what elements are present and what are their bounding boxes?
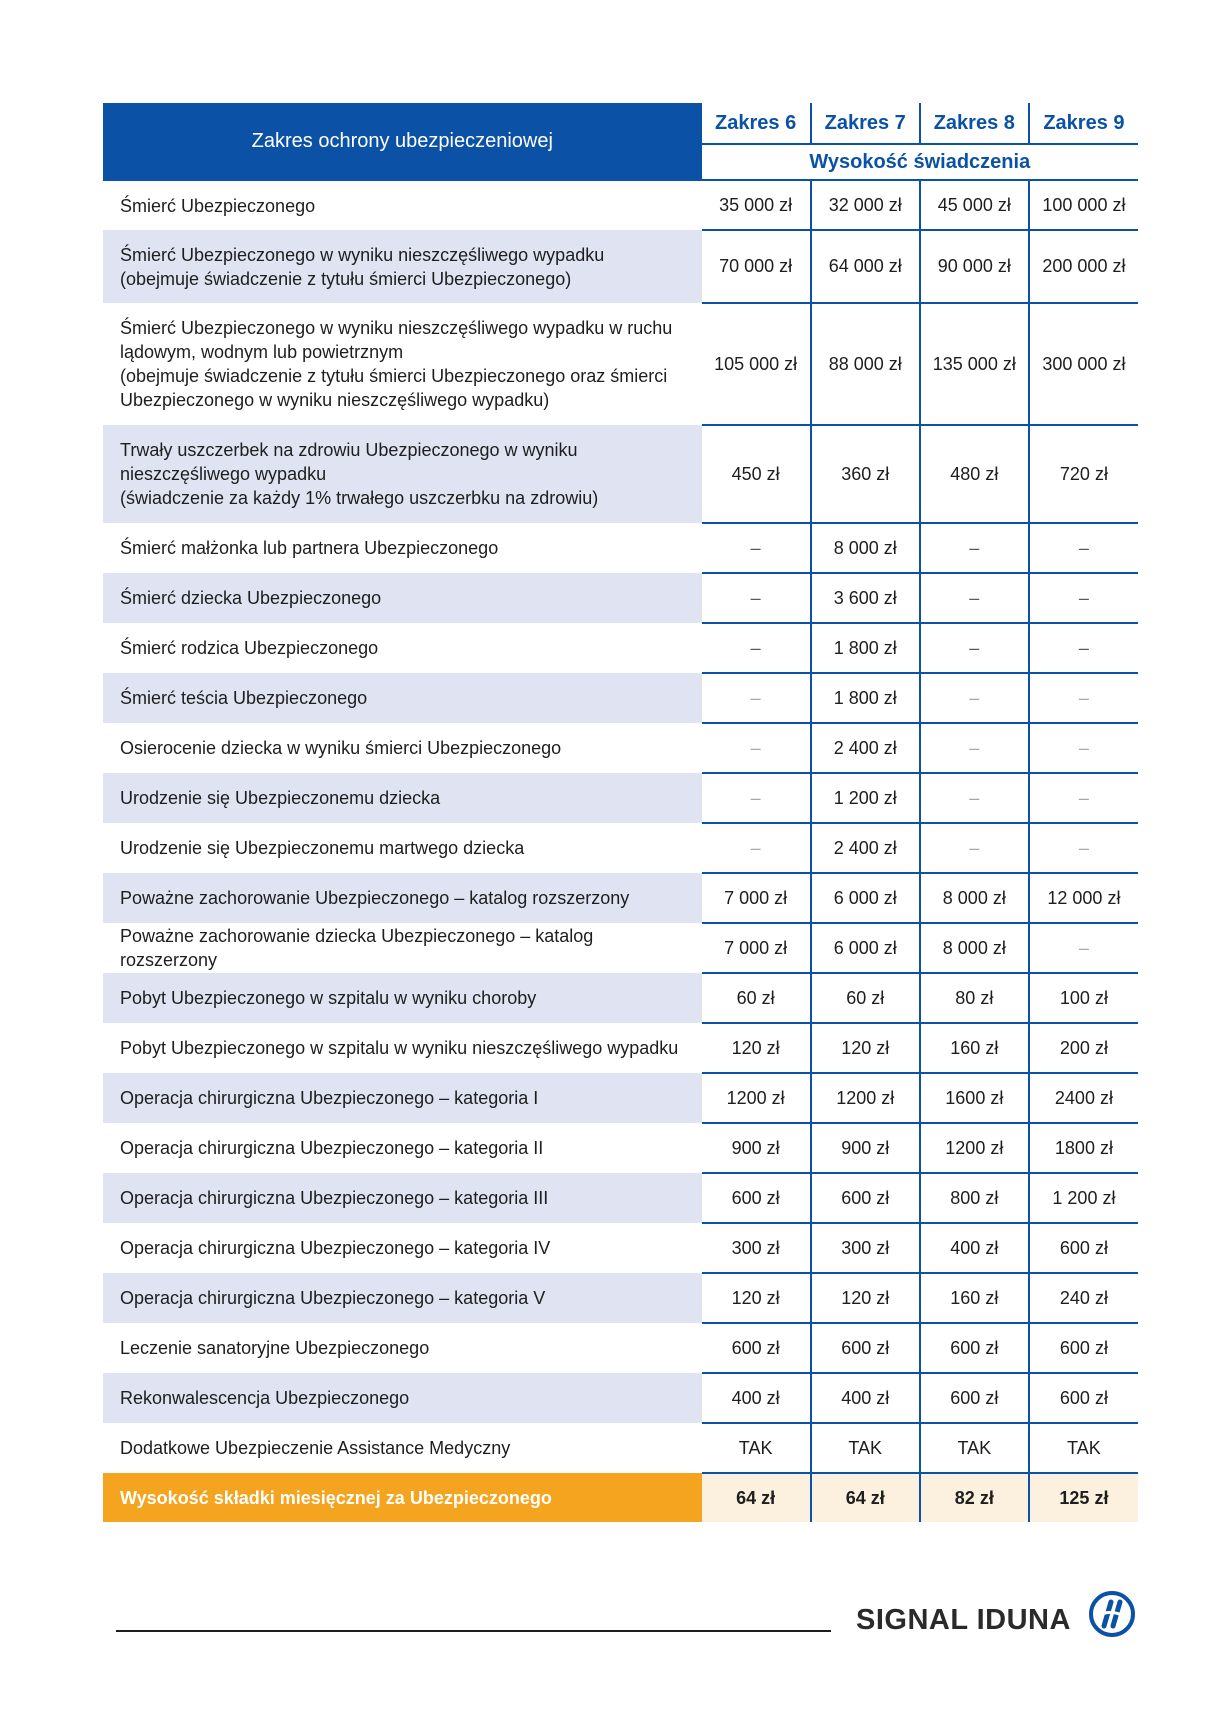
benefit-value-zakres-6: 450 zł	[702, 425, 811, 523]
benefit-value-zakres-7: 400 zł	[811, 1373, 920, 1423]
benefit-value-zakres-9: 1800 zł	[1029, 1123, 1138, 1173]
benefit-value-zakres-8: 90 000 zł	[920, 230, 1029, 303]
table-row	[103, 873, 1138, 923]
benefit-value-zakres-7: 2 400 zł	[811, 723, 920, 773]
benefit-value-zakres-8: 600 zł	[920, 1323, 1029, 1373]
benefit-value-zakres-7: 600 zł	[811, 1173, 920, 1223]
coverage-label: Operacja chirurgiczna Ubezpieczonego – kategoria I	[103, 1073, 702, 1123]
plan-header-8: Zakres 8	[920, 103, 1029, 144]
table-row	[103, 303, 1138, 425]
table-row	[103, 1223, 1138, 1273]
benefit-value-zakres-7: 1 200 zł	[811, 773, 920, 823]
table-row	[103, 1023, 1138, 1073]
benefit-value-zakres-7: 1 800 zł	[811, 623, 920, 673]
benefit-value-zakres-9: 2400 zł	[1029, 1073, 1138, 1123]
benefit-value-zakres-6: –	[702, 823, 811, 873]
benefit-value-zakres-9: 1 200 zł	[1029, 1173, 1138, 1223]
table-row	[103, 1073, 1138, 1123]
benefit-value-zakres-9: –	[1029, 923, 1138, 973]
benefit-value-zakres-9: 200 zł	[1029, 1023, 1138, 1073]
benefit-value-zakres-8: 160 zł	[920, 1023, 1029, 1073]
benefit-value-zakres-6: 120 zł	[702, 1273, 811, 1323]
benefit-value-zakres-9: –	[1029, 723, 1138, 773]
benefit-value-zakres-6: 300 zł	[702, 1223, 811, 1273]
coverage-table-wrapper	[103, 103, 1138, 1522]
benefit-value-zakres-7: 6 000 zł	[811, 923, 920, 973]
benefit-value-zakres-8: 80 zł	[920, 973, 1029, 1023]
benefit-value-zakres-9: –	[1029, 623, 1138, 673]
coverage-label: Poważne zachorowanie Ubezpieczonego – katalog rozszerzony	[103, 873, 702, 923]
benefit-value-zakres-9: TAK	[1029, 1423, 1138, 1473]
coverage-label: Pobyt Ubezpieczonego w szpitalu w wyniku choroby	[103, 973, 702, 1023]
table-row	[103, 1423, 1138, 1473]
benefit-value-zakres-9: 300 000 zł	[1029, 303, 1138, 425]
benefit-value-zakres-9: 600 zł	[1029, 1373, 1138, 1423]
premium-value-zakres-9: 125 zł	[1029, 1473, 1138, 1522]
benefit-value-zakres-8: 8 000 zł	[920, 873, 1029, 923]
table-row	[103, 973, 1138, 1023]
benefit-value-zakres-7: 64 000 zł	[811, 230, 920, 303]
benefit-value-zakres-6: –	[702, 723, 811, 773]
benefit-value-zakres-6: 1200 zł	[702, 1073, 811, 1123]
benefit-value-zakres-8: 1200 zł	[920, 1123, 1029, 1173]
benefit-value-zakres-6: 35 000 zł	[702, 180, 811, 230]
benefit-value-zakres-7: 300 zł	[811, 1223, 920, 1273]
benefit-value-zakres-9: 720 zł	[1029, 425, 1138, 523]
signal-iduna-logo-icon	[1088, 1590, 1136, 1638]
benefit-value-zakres-9: –	[1029, 673, 1138, 723]
coverage-label: Poważne zachorowanie dziecka Ubezpieczonego – katalog rozszerzony	[120, 926, 594, 970]
benefit-amount-header: Wysokość świadczenia	[702, 144, 1138, 180]
table-row	[103, 425, 1138, 523]
benefit-value-zakres-8: –	[920, 823, 1029, 873]
benefit-value-zakres-8: –	[920, 673, 1029, 723]
coverage-label: Operacja chirurgiczna Ubezpieczonego – kategoria IV	[120, 1238, 551, 1258]
coverage-label: Śmierć Ubezpieczonego w wyniku nieszczęśliwego wypadku (obejmuje świadczenie z tytułu śmierci Ubezpieczonego)	[103, 230, 702, 303]
table-row	[103, 923, 1138, 973]
benefit-value-zakres-6: –	[702, 623, 811, 673]
premium-value-zakres-7: 64 zł	[811, 1473, 920, 1522]
benefit-value-zakres-8: –	[920, 623, 1029, 673]
benefit-value-zakres-6: –	[702, 523, 811, 573]
table-row	[103, 573, 1138, 623]
coverage-label: Operacja chirurgiczna Ubezpieczonego – kategoria II	[120, 1138, 544, 1158]
benefit-value-zakres-8: 160 zł	[920, 1273, 1029, 1323]
table-header	[103, 103, 1138, 180]
coverage-label: Dodatkowe Ubezpieczenie Assistance Medyczny	[120, 1438, 511, 1458]
coverage-label: Operacja chirurgiczna Ubezpieczonego – kategoria V	[103, 1273, 702, 1323]
benefit-value-zakres-8: –	[920, 723, 1029, 773]
benefit-value-zakres-9: 200 000 zł	[1029, 230, 1138, 303]
benefit-value-zakres-9: 240 zł	[1029, 1273, 1138, 1323]
benefit-value-zakres-6: TAK	[702, 1423, 811, 1473]
benefit-value-zakres-8: 600 zł	[920, 1373, 1029, 1423]
coverage-label: Śmierć dziecka Ubezpieczonego	[103, 573, 702, 623]
coverage-label: Leczenie sanatoryjne Ubezpieczonego	[120, 1338, 430, 1358]
benefit-value-zakres-6: 900 zł	[702, 1123, 811, 1173]
benefit-value-zakres-8: –	[920, 523, 1029, 573]
coverage-title: Zakres ochrony ubezpieczeniowej	[103, 103, 702, 180]
benefit-value-zakres-8: 480 zł	[920, 425, 1029, 523]
table-body	[103, 180, 1138, 1522]
benefit-value-zakres-8: –	[920, 573, 1029, 623]
table-row	[103, 673, 1138, 723]
benefit-value-zakres-6: 120 zł	[702, 1023, 811, 1073]
benefit-value-zakres-6: 600 zł	[702, 1323, 811, 1373]
benefit-value-zakres-6: 60 zł	[702, 973, 811, 1023]
coverage-table	[103, 103, 1138, 1522]
brand-name: SIGNAL IDUNA	[856, 1604, 1071, 1636]
benefit-value-zakres-9: 100 zł	[1029, 973, 1138, 1023]
plan-header-9: Zakres 9	[1029, 103, 1138, 144]
benefit-value-zakres-6: –	[702, 573, 811, 623]
benefit-value-zakres-9: –	[1029, 573, 1138, 623]
premium-row	[103, 1473, 1138, 1522]
benefit-value-zakres-7: 3 600 zł	[811, 573, 920, 623]
benefit-value-zakres-6: 7 000 zł	[702, 923, 811, 973]
benefit-value-zakres-7: 6 000 zł	[811, 873, 920, 923]
benefit-value-zakres-9: 100 000 zł	[1029, 180, 1138, 230]
benefit-value-zakres-7: 120 zł	[811, 1023, 920, 1073]
benefit-value-zakres-7: 900 zł	[811, 1123, 920, 1173]
coverage-label: Śmierć rodzica Ubezpieczonego	[120, 638, 379, 658]
table-row	[103, 523, 1138, 573]
benefit-value-zakres-7: 120 zł	[811, 1273, 920, 1323]
benefit-value-zakres-8: 1600 zł	[920, 1073, 1029, 1123]
benefit-value-zakres-9: 600 zł	[1029, 1323, 1138, 1373]
benefit-value-zakres-9: 12 000 zł	[1029, 873, 1138, 923]
coverage-label: Śmierć małżonka lub partnera Ubezpieczonego	[120, 538, 499, 558]
benefit-value-zakres-9: –	[1029, 523, 1138, 573]
benefit-value-zakres-6: 7 000 zł	[702, 873, 811, 923]
coverage-label: Rekonwalescencja Ubezpieczonego	[103, 1373, 702, 1423]
benefit-value-zakres-7: 600 zł	[811, 1323, 920, 1373]
benefit-value-zakres-7: TAK	[811, 1423, 920, 1473]
coverage-label: Urodzenie się Ubezpieczonemu dziecka	[103, 773, 702, 823]
benefit-value-zakres-7: 1200 zł	[811, 1073, 920, 1123]
table-row	[103, 1173, 1138, 1223]
benefit-value-zakres-6: 600 zł	[702, 1173, 811, 1223]
coverage-label: Operacja chirurgiczna Ubezpieczonego – kategoria III	[103, 1173, 702, 1223]
plan-header-7: Zakres 7	[811, 103, 920, 144]
benefit-value-zakres-7: 60 zł	[811, 973, 920, 1023]
benefit-value-zakres-8: TAK	[920, 1423, 1029, 1473]
coverage-label: Śmierć Ubezpieczonego w wyniku nieszczęśliwego wypadku w ruchu lądowym, wodnym lub powietrznym (obejmuje świadczenie z tytułu śmierci Ubezpieczonego oraz śmierci Ubezpieczonego w wyniku nieszczęśliwego wypadku)	[120, 318, 673, 410]
benefit-value-zakres-7: 1 800 zł	[811, 673, 920, 723]
benefit-value-zakres-7: 88 000 zł	[811, 303, 920, 425]
table-row	[103, 180, 1138, 230]
benefit-value-zakres-8: 45 000 zł	[920, 180, 1029, 230]
table-row	[103, 773, 1138, 823]
coverage-label: Urodzenie się Ubezpieczonemu martwego dziecka	[120, 838, 525, 858]
benefit-value-zakres-7: 2 400 zł	[811, 823, 920, 873]
table-row	[103, 1373, 1138, 1423]
benefit-value-zakres-8: –	[920, 773, 1029, 823]
coverage-label: Trwały uszczerbek na zdrowiu Ubezpieczonego w wyniku nieszczęśliwego wypadku (świadczenie za każdy 1% trwałego uszczerbku na zdrowiu)	[103, 425, 702, 523]
premium-value-zakres-8: 82 zł	[920, 1473, 1029, 1522]
benefit-value-zakres-6: –	[702, 773, 811, 823]
table-row	[103, 1123, 1138, 1173]
benefit-value-zakres-9: 600 zł	[1029, 1223, 1138, 1273]
benefit-value-zakres-6: 105 000 zł	[702, 303, 811, 425]
table-row	[103, 1273, 1138, 1323]
benefit-value-zakres-8: 135 000 zł	[920, 303, 1029, 425]
coverage-label: Pobyt Ubezpieczonego w szpitalu w wyniku nieszczęśliwego wypadku	[120, 1038, 679, 1058]
benefit-value-zakres-6: 400 zł	[702, 1373, 811, 1423]
plan-header-6: Zakres 6	[702, 103, 811, 144]
coverage-label: Osierocenie dziecka w wyniku śmierci Ubezpieczonego	[120, 738, 562, 758]
premium-label: Wysokość składki miesięcznej za Ubezpieczonego	[103, 1473, 702, 1522]
coverage-label: Śmierć teścia Ubezpieczonego	[103, 673, 702, 723]
benefit-value-zakres-9: –	[1029, 823, 1138, 873]
benefit-value-zakres-8: 400 zł	[920, 1223, 1029, 1273]
benefit-value-zakres-7: 360 zł	[811, 425, 920, 523]
benefit-value-zakres-6: 70 000 zł	[702, 230, 811, 303]
coverage-label: Śmierć Ubezpieczonego	[120, 195, 316, 216]
table-row	[103, 230, 1138, 303]
table-row	[103, 1323, 1138, 1373]
benefit-value-zakres-8: 800 zł	[920, 1173, 1029, 1223]
table-row	[103, 623, 1138, 673]
benefit-value-zakres-7: 8 000 zł	[811, 523, 920, 573]
benefit-value-zakres-7: 32 000 zł	[811, 180, 920, 230]
benefit-value-zakres-8: 8 000 zł	[920, 923, 1029, 973]
table-row	[103, 823, 1138, 873]
table-row	[103, 723, 1138, 773]
benefit-value-zakres-9: –	[1029, 773, 1138, 823]
footer-divider	[116, 1630, 831, 1632]
benefit-value-zakres-6: –	[702, 673, 811, 723]
premium-value-zakres-6: 64 zł	[702, 1473, 811, 1522]
